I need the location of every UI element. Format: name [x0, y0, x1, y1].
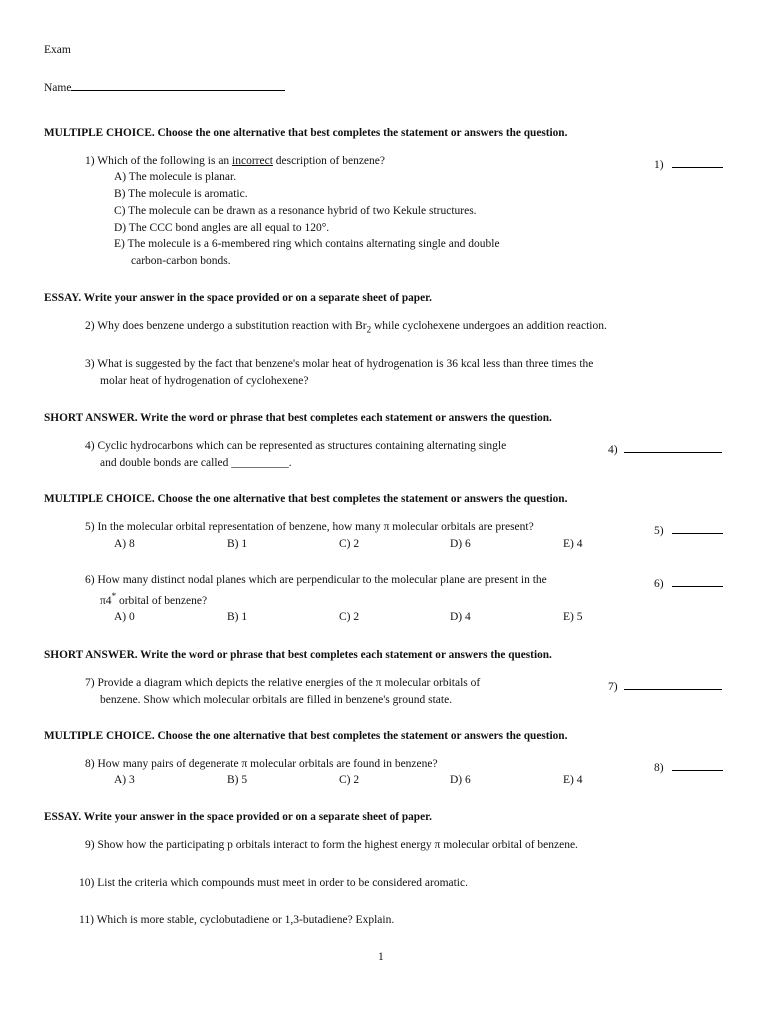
name-field[interactable]	[44, 78, 285, 94]
q6-option-c[interactable]: C) 2	[339, 611, 360, 623]
section-heading-multiple-choice-1: MULTIPLE CHOICE. Choose the one alternative that best completes the statement or answers the question.	[44, 127, 568, 139]
answer-blank[interactable]	[672, 155, 723, 168]
q6-option-a[interactable]: A) 0	[114, 611, 135, 623]
q1-option-b[interactable]: B) The molecule is aromatic.	[114, 188, 248, 200]
question-7: 7) Provide a diagram which depicts the relative energies of the π molecular orbitals of	[85, 677, 481, 689]
question-number: 10)	[79, 877, 95, 889]
q5-option-a[interactable]: A) 8	[114, 538, 135, 550]
question-7-cont: benzene. Show which molecular orbitals are filled in benzene's ground state.	[100, 694, 453, 706]
q1-option-d[interactable]: D) The CCC bond angles are all equal to 120°.	[114, 222, 330, 234]
q5-option-d[interactable]: D) 6	[450, 538, 471, 550]
question-2: 2) Why does benzene undergo a substitution reaction with $Br_2$ while cyclohexene undergoes an addition reaction.	[85, 320, 607, 335]
q8-option-c[interactable]: C) 2	[339, 774, 360, 786]
q1-option-e[interactable]: E) The molecule is a 6-membered ring which contains alternating single and double	[114, 238, 500, 250]
q1-option-c[interactable]: C) The molecule can be drawn as a resonance hybrid of two Kekule structures.	[114, 205, 477, 217]
question-number: 1)	[85, 155, 95, 167]
answer-slot-8[interactable]: 8)	[654, 758, 723, 774]
q6-option-e[interactable]: E) 5	[563, 611, 583, 623]
answer-blank[interactable]	[624, 677, 722, 690]
answer-slot-6[interactable]: 6)	[654, 574, 723, 590]
q5-option-e[interactable]: E) 4	[563, 538, 583, 550]
question-number: 5)	[85, 521, 95, 533]
question-number: 3)	[85, 358, 95, 370]
q5-option-c[interactable]: C) 2	[339, 538, 360, 550]
answer-slot-5[interactable]: 5)	[654, 521, 723, 537]
question-6: 6) How many distinct nodal planes which are perpendicular to the molecular plane are present in the	[85, 574, 547, 586]
question-number: 8)	[85, 758, 95, 770]
answer-slot-4[interactable]: 4)	[608, 440, 722, 456]
name-blank[interactable]	[71, 78, 285, 91]
q1-option-a[interactable]: A) The molecule is planar.	[114, 171, 237, 183]
question-number: 6)	[85, 574, 95, 586]
question-number: 4)	[85, 440, 95, 452]
answer-blank[interactable]	[672, 574, 723, 587]
section-heading-essay-2: ESSAY. Write your answer in the space provided or on a separate sheet of paper.	[44, 811, 432, 823]
question-4: 4) Cyclic hydrocarbons which can be represented as structures containing alternating single	[85, 440, 507, 452]
q5-option-b[interactable]: B) 1	[227, 538, 248, 550]
question-5: 5) In the molecular orbital representation of benzene, how many π molecular orbitals are present?	[85, 521, 534, 533]
exam-title: Exam	[44, 44, 71, 56]
question-number: 11)	[79, 914, 94, 926]
q8-option-a[interactable]: A) 3	[114, 774, 135, 786]
question-6-cont: π4* orbital of benzene?	[100, 591, 208, 607]
section-heading-multiple-choice-2: MULTIPLE CHOICE. Choose the one alternative that best completes the statement or answers the question.	[44, 493, 568, 505]
question-4-cont: and double bonds are called __________.	[100, 457, 292, 469]
q8-option-b[interactable]: B) 5	[227, 774, 248, 786]
page-number: 1	[378, 951, 384, 963]
q8-option-d[interactable]: D) 6	[450, 774, 471, 786]
q6-option-d[interactable]: D) 4	[450, 611, 471, 623]
question-number: 2)	[85, 320, 95, 332]
question-number: 9)	[85, 839, 95, 851]
question-10: 10) List the criteria which compounds must meet in order to be considered aromatic.	[79, 877, 468, 889]
section-heading-short-answer-2: SHORT ANSWER. Write the word or phrase that best completes each statement or answers the question.	[44, 649, 552, 661]
section-heading-short-answer-1: SHORT ANSWER. Write the word or phrase that best completes each statement or answers the question.	[44, 412, 552, 424]
answer-slot-1[interactable]: 1)	[654, 155, 723, 171]
underlined-word: incorrect	[232, 155, 273, 167]
answer-blank[interactable]	[624, 440, 722, 453]
question-9: 9) Show how the participating p orbitals interact to form the highest energy π molecular orbital of benzene.	[85, 839, 578, 851]
section-heading-essay-1: ESSAY. Write your answer in the space provided or on a separate sheet of paper.	[44, 292, 432, 304]
answer-blank[interactable]	[672, 521, 723, 534]
answer-slot-7[interactable]: 7)	[608, 677, 722, 693]
answer-blank[interactable]	[672, 758, 723, 771]
question-1: 1) Which of the following is an incorrect description of benzene?	[85, 155, 385, 167]
name-label: Name	[44, 82, 72, 94]
question-3-cont: molar heat of hydrogenation of cyclohexene?	[100, 375, 309, 387]
question-8: 8) How many pairs of degenerate π molecular orbitals are found in benzene?	[85, 758, 438, 770]
question-number: 7)	[85, 677, 95, 689]
q6-option-b[interactable]: B) 1	[227, 611, 248, 623]
question-11: 11) Which is more stable, cyclobutadiene or 1,3-butadiene? Explain.	[79, 914, 395, 926]
section-heading-multiple-choice-3: MULTIPLE CHOICE. Choose the one alternative that best completes the statement or answers the question.	[44, 730, 568, 742]
q8-option-e[interactable]: E) 4	[563, 774, 583, 786]
question-3: 3) What is suggested by the fact that benzene's molar heat of hydrogenation is 36 kcal less than three times the	[85, 358, 594, 370]
q1-option-e-cont: carbon-carbon bonds.	[131, 255, 231, 267]
